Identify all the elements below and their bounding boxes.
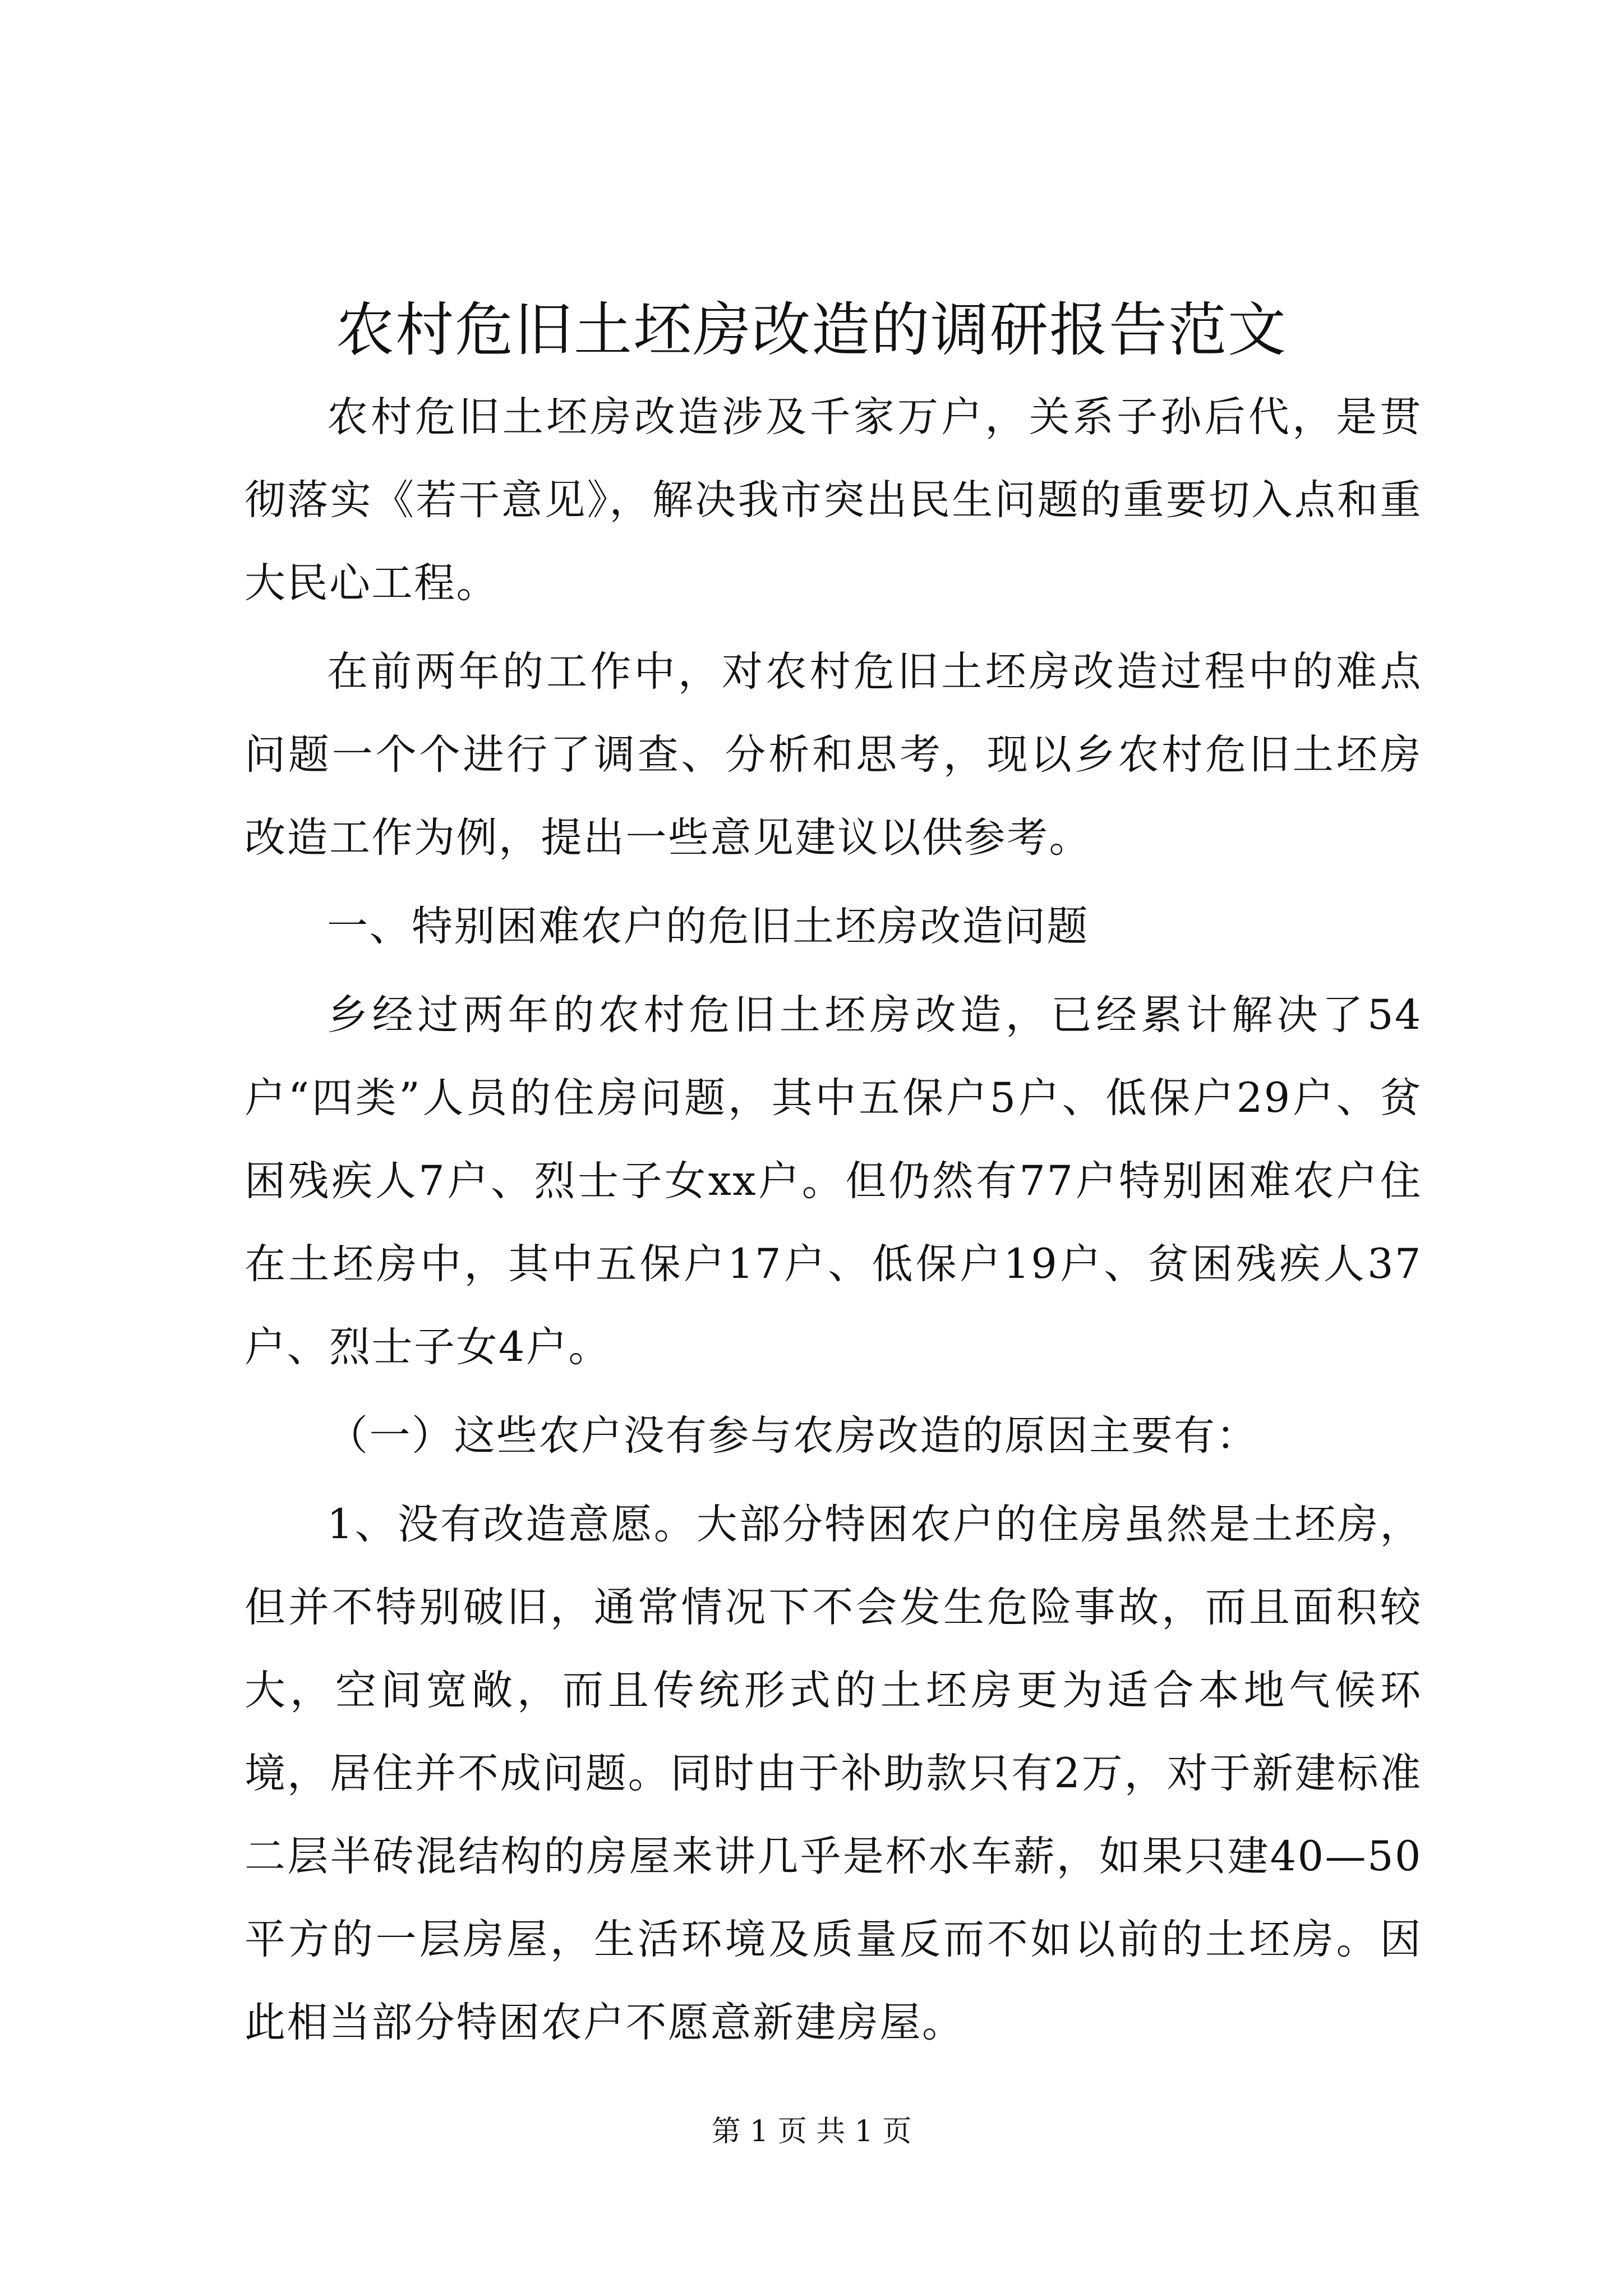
paragraph: 乡经过两年的农村危旧土坯房改造，已经累计解决了54户“四类”人员的住房问题，其中五保户5户、低保户29户、贫困残疾人7户、烈士子女xx户。但仍然有77户特别困难农户住在土坯房中，其中五保户17户、低保户19户、贫困残疾人37户、烈士子女4户。	[245, 991, 1422, 1371]
paragraph: 在前两年的工作中，对农村危旧土坯房改造过程中的难点问题一个个进行了调查、分析和思考，现以乡农村危旧土坯房改造工作为例，提出一些意见建议以供参考。	[245, 648, 1422, 862]
paragraph: 1、没有改造意愿。大部分特困农户的住房虽然是土坯房，但并不特别破旧，通常情况下不会发生危险事故，而且面积较大，空间宽敞，而且传统形式的土坯房更为适合本地气候环境，居住并不成问题。同时由于补助款只有2万，对于新建标准二层半砖混结构的房屋来讲几乎是杯水车薪，如果只建40—50平方的一层房屋，生活环境及质量反而不如以前的土坯房。因此相当部分特困农户不愿意新建房屋。	[245, 1501, 1422, 2046]
section-heading: 一、特别困难农户的危旧土坯房改造问题	[327, 903, 1089, 950]
subsection-heading: （一）这些农户没有参与农房改造的原因主要有：	[327, 1412, 1258, 1460]
document-title: 农村危旧土坯房改造的调研报告范文	[335, 296, 1287, 364]
document-body	[245, 376, 1422, 2070]
paragraph: 农村危旧土坯房改造涉及千家万户，关系子孙后代，是贯彻落实《若干意见》，解决我市突出民生问题的重要切入点和重大民心工程。	[245, 393, 1422, 607]
page-footer: 第 1 页 共 1 页	[711, 2115, 912, 2148]
